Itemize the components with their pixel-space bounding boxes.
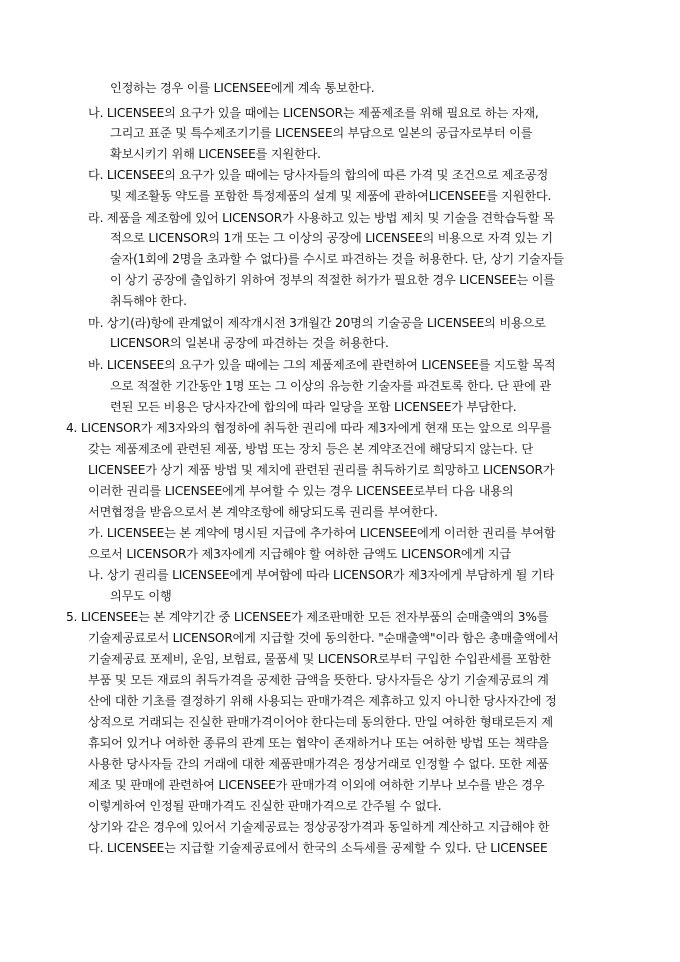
text-line: 인정하는 경우 이를 LICENSEE에게 계속 통보한다. [110, 81, 375, 95]
text-line: 및 제조활동 약도를 포함한 특정제품의 설계 및 제품에 관하여LICENSEE를 지원한다. [110, 189, 552, 203]
text-line: 가. LICENSEE는 본 계약에 명시된 지급에 추가하여 LICENSEE에게 이러한 권리를 부여함 [88, 526, 556, 540]
text-line: 라. 제품을 제조함에 있어 LICENSOR가 사용하고 있는 방법 제치 및 기술을 견학습득할 목 [88, 211, 555, 225]
text-line: 그리고 표준 및 특수제조기기를 LICENSEE의 부담으로 일본의 공급자로부터 이를 [110, 126, 533, 140]
text-line: 으로 적절한 기간동안 1명 또는 그 이상의 유능한 기술자를 파견토록 한다. 단 판에 관 [110, 379, 551, 393]
text-line: 서면협정을 받음으로서 본 계약조항에 해당되도록 권리를 부여한다. [88, 505, 438, 519]
text-line: 갖는 제품제조에 관련된 제품, 방법 또는 장치 등은 본 계약조건에 해당되지 않는다. 단 [88, 442, 533, 456]
text-line: 다. LICENSEE는 지급할 기술제공료에서 한국의 소득세를 공제할 수 있다. 단 LICENSEE [88, 841, 548, 855]
text-line: 술자(1회에 2명을 초과할 수 없다)를 수시로 파견하는 것을 허용한다. 단, 상기 기술자들 [110, 252, 564, 266]
text-line: 이 상기 공장에 출입하기 위하여 정부의 적절한 허가가 필요한 경우 LICENSEE는 이를 [110, 273, 555, 287]
text-line: 이렇게하여 인정될 판매가격도 진실한 판매가격으로 간주될 수 없다. [88, 799, 442, 813]
text-line: 사용한 당사자들 간의 거래에 대한 제품판매가격은 정상거래로 인정할 수 없다. 또한 제품 [88, 757, 549, 771]
text-line: 이러한 권리를 LICENSEE에게 부여할 수 있는 경우 LICENSEE로부터 다음 내용의 [88, 484, 514, 498]
text-line: 상적으로 거래되는 진실한 판매가격이어야 한다는데 동의한다. 만일 여하한 형태로든지 제 [88, 715, 553, 729]
text-line: LICENSEE가 상기 제품 방법 및 제치에 관련된 권리를 취득하기로 희망하고 LICENSOR가 [88, 463, 555, 477]
text-line: 상기와 같은 경우에 있어서 기술제공료는 정상공장가격과 동일하게 계산하고 지급해야 한 [88, 820, 550, 834]
text-line: 마. 상기(라)항에 관계없이 제작개시전 3개월간 20명의 기술공을 LICENSEE의 비용으로 [88, 316, 546, 330]
text-line: 나. LICENSEE의 요구가 있을 때에는 LICENSOR는 제품제조를 위해 필요로 하는 자재, [88, 106, 539, 120]
text-line: 적으로 LICENSOR의 1개 또는 그 이상의 공장에 LICENSEE의 비용으로 자격 있는 기 [110, 231, 553, 245]
text-line: 취득해야 한다. [110, 294, 187, 308]
text-line: 으로서 LICENSOR가 제3자에게 지급해야 할 여하한 금액도 LICENSOR에게 지급 [88, 547, 511, 561]
text-line: 확보시키기 위해 LICENSEE를 지원한다. [110, 147, 321, 161]
text-line: 산에 대한 기초를 결정하기 위해 사용되는 판매가격은 제휴하고 있지 아니한 당사자간에 정 [88, 694, 557, 708]
text-line: 다. LICENSEE의 요구가 있을 때에는 당사자들의 합의에 따른 가격 및 조건으로 제조공정 [88, 168, 549, 182]
text-line: 5. LICENSEE는 본 계약기간 중 LICENSEE가 제조판매한 모든 전자부품의 순매출액의 3%를 [66, 610, 549, 624]
text-line: 바. LICENSEE의 요구가 있을 때에는 그의 제품제조에 관련하여 LICENSEE를 지도할 목적 [88, 358, 556, 372]
text-line: 4. LICENSOR가 제3자와의 협정하에 취득한 권리에 따라 제3자에게 현재 또는 앞으로 의무를 [66, 421, 552, 435]
text-line: 부품 및 모든 재료의 취득가격을 공제한 금액을 뜻한다. 당사자들은 상기 기술제공료의 계 [88, 673, 549, 687]
text-line: 나. 상기 권리를 LICENSEE에게 부여함에 따라 LICENSOR가 제3자에게 부담하게 될 기타 [88, 568, 555, 582]
text-line: 기술제공료로서 LICENSOR에게 지급할 것에 동의한다. "순매출액"이라 함은 총매출액에서 [88, 631, 559, 645]
text-line: 기술제공료 포제비, 운임, 보험료, 물품세 및 LICENSOR로부터 구입한 수입관세를 포함한 [88, 652, 551, 666]
text-line: 련된 모든 비용은 당사자간에 합의에 따라 일당을 포함 LICENSEE가 부담한다. [110, 400, 517, 414]
text-line: 의무도 이행 [110, 589, 172, 603]
text-line: 휴되어 있거나 여하한 종류의 관계 또는 협약이 존재하거나 또는 여하한 방법 또는 책략을 [88, 736, 549, 750]
text-line: LICENSOR의 일본내 공장에 파견하는 것을 허용한다. [110, 336, 389, 350]
text-line: 제조 및 판매에 관련하여 LICENSEE가 판매가격 이외에 여하한 기부나 보수를 받은 경우 [88, 778, 545, 792]
